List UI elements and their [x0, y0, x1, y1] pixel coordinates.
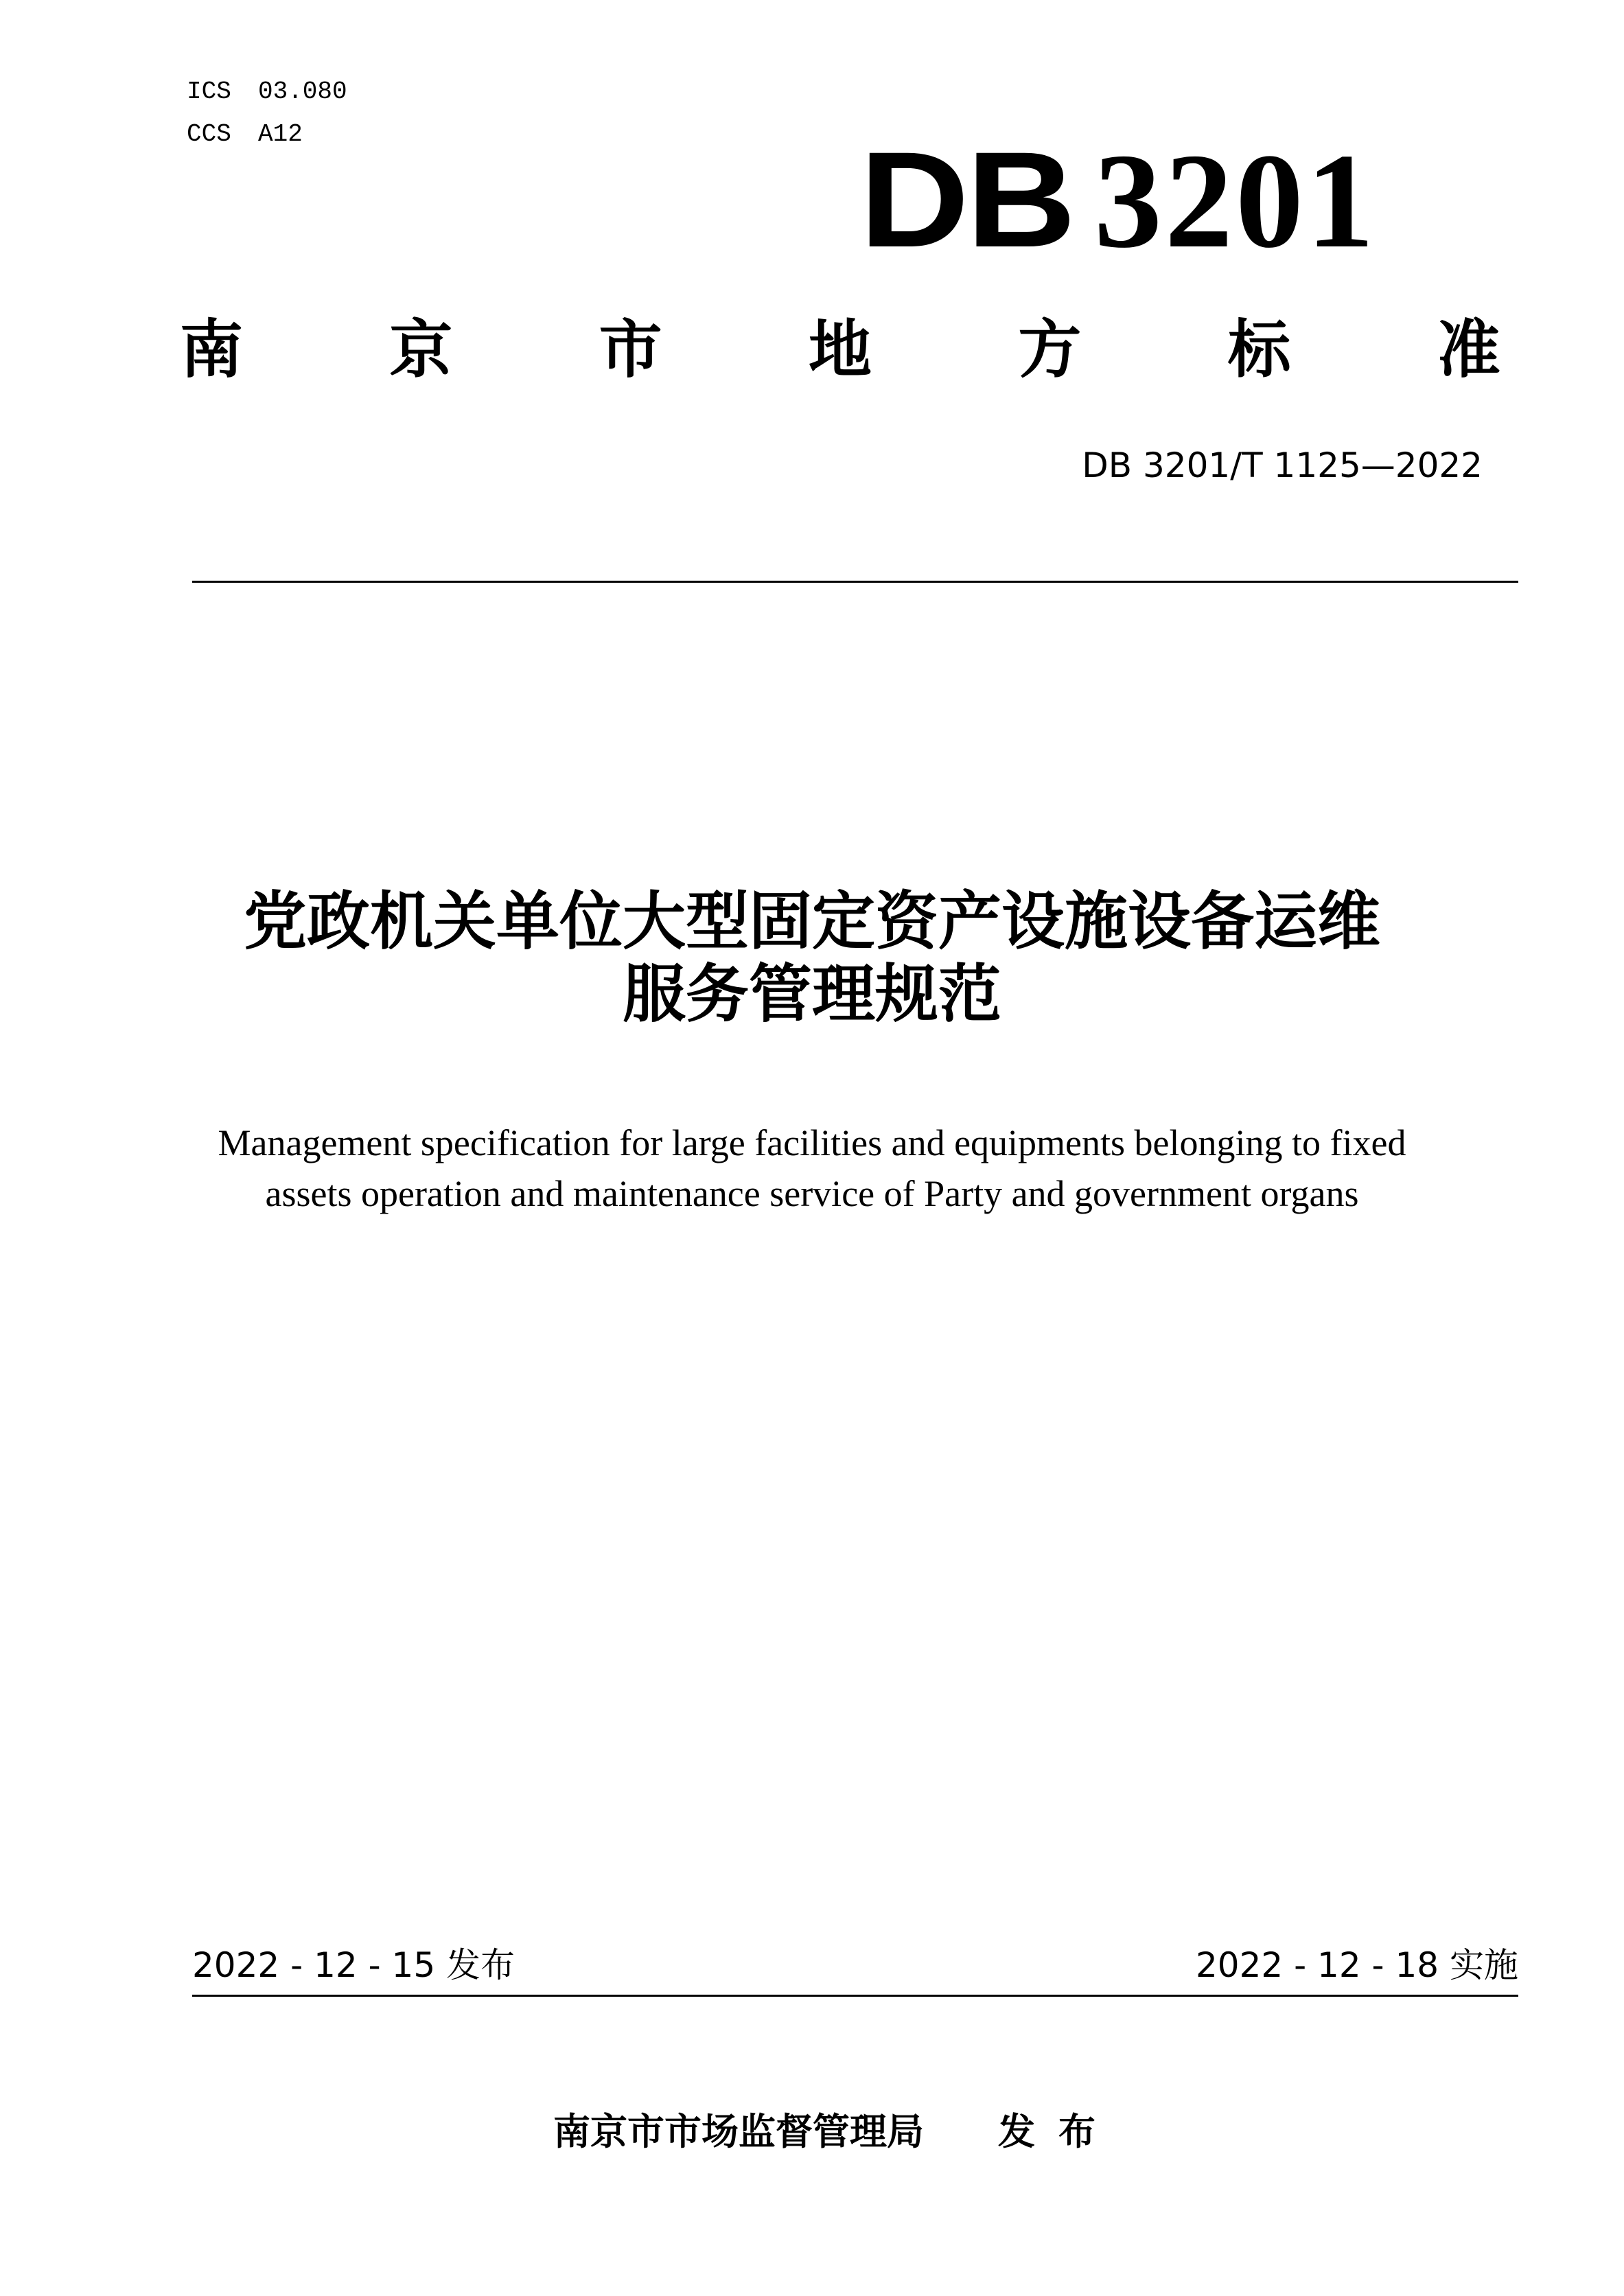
standard-type-char: 准: [1437, 313, 1500, 386]
issuer: [553, 2109, 1119, 2155]
implementation-date: 2022 - 12 - 18 实施: [1195, 1945, 1518, 1985]
ccs-code: [187, 119, 303, 150]
ccs-value: A12: [258, 120, 303, 148]
issuer-action: 发布: [998, 2110, 1119, 2153]
ics-code: [187, 77, 347, 107]
db-logo: [859, 124, 1377, 276]
standard-type-char: 标: [1227, 313, 1291, 386]
standard-type-char: 京: [389, 313, 453, 386]
ics-label: ICS: [187, 78, 231, 106]
title-chinese-line: 服务管理规范: [622, 958, 1001, 1031]
footer-divider: [192, 1995, 1518, 1997]
title-chinese-line: 党政机关单位大型固定资产设施设备运维: [243, 885, 1380, 958]
standard-type-char: 方: [1018, 313, 1082, 386]
issuer-organization: 南京市市场监督管理局: [553, 2110, 924, 2153]
standard-type-char: 地: [808, 313, 872, 386]
standard-type-heading: [180, 312, 1500, 388]
standard-type-char: 市: [599, 313, 662, 386]
standard-type-char: 南: [180, 313, 244, 386]
title-english: [126, 1117, 1498, 1219]
standard-number: DB 3201/T 1125—2022: [1082, 445, 1483, 485]
ccs-label: CCS: [187, 120, 231, 148]
ics-value: 03.080: [258, 78, 347, 106]
title-english-line: assets operation and maintenance service of Party and government organs: [265, 1173, 1359, 1214]
issue-date: 2022 - 12 - 15 发布: [192, 1945, 515, 1985]
db-logo-number: 3201: [1093, 126, 1377, 276]
header-divider: [192, 581, 1518, 583]
db-logo-letters: DB: [859, 124, 1074, 275]
title-chinese: [126, 885, 1498, 1031]
title-english-line: Management specification for large facilities and equipments belonging to fixed: [218, 1122, 1406, 1163]
